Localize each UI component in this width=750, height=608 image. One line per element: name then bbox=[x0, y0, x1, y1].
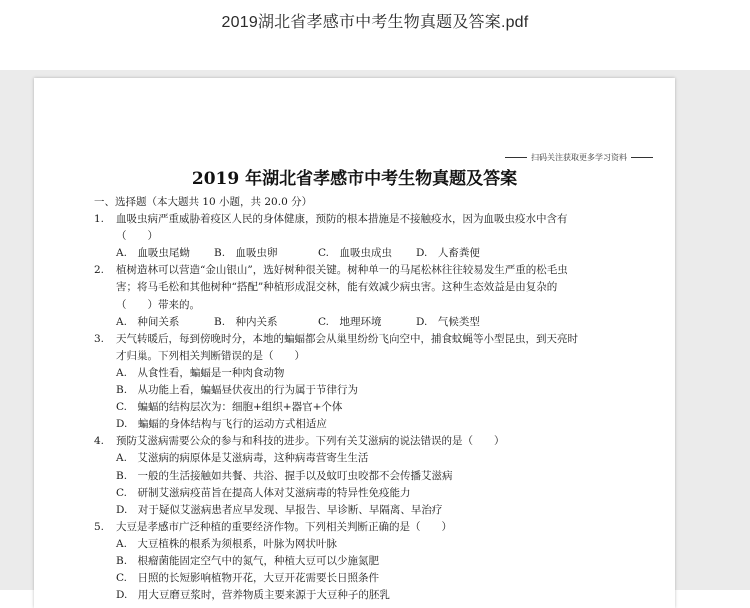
question-text-cont: 害；将马毛松和其他树种“搭配”种植形成混交林，能有效减少病虫害。这种生态效益是由复杂的 bbox=[116, 281, 558, 294]
viewer-titlebar bbox=[0, 0, 750, 70]
option-d: D. 对于疑似艾滋病患者应早发现、早报告、早诊断、早隔离、早治疗 bbox=[116, 503, 443, 516]
option-c: C. 地理环境 bbox=[318, 315, 382, 328]
question-3 bbox=[94, 331, 654, 348]
option-a: A. 种间关系 bbox=[116, 315, 180, 328]
question-number: 5. bbox=[94, 520, 105, 533]
header-rule-left bbox=[505, 157, 527, 158]
question-1 bbox=[94, 211, 654, 228]
option-a: A. 血吸虫尾蚴 bbox=[116, 247, 190, 260]
header-note bbox=[501, 152, 657, 163]
document-title: 2019湖北省孝感市中考生物真题及答案.pdf bbox=[221, 14, 529, 31]
option-b: B. 根瘤菌能固定空气中的氮气，种植大豆可以少施氮肥 bbox=[116, 554, 380, 567]
question-2 bbox=[94, 262, 654, 279]
question-text-cont: （ ） bbox=[116, 230, 158, 243]
question-text-cont: 才归巢。下列相关判断错误的是（ ） bbox=[116, 349, 305, 362]
option-d: D. 用大豆磨豆浆时，营养物质主要来源于大豆种子的胚乳 bbox=[116, 589, 390, 602]
option-d: D. 人畜粪便 bbox=[416, 247, 480, 260]
option-c: C. 日照的长短影响植物开花，大豆开花需要长日照条件 bbox=[116, 572, 379, 585]
option-a: A. 从食性看，蝙蝠是一种肉食动物 bbox=[116, 366, 285, 379]
option-b: B. 从功能上看，蝙蝠昼伏夜出的行为属于节律行为 bbox=[116, 384, 359, 397]
question-text: 天气转暖后，每到傍晚时分，本地的蝙蝠都会从巢里纷纷飞向空中，捕食蚊蝇等小型昆虫，到天亮时 bbox=[116, 332, 578, 345]
section-title: 一、选择题（本大题共 10 小题，共 20.0 分） bbox=[94, 196, 313, 208]
option-b: B. 一般的生活接触如共餐、共浴、握手以及蚊叮虫咬都不会传播艾滋病 bbox=[116, 469, 453, 482]
question-number: 1. bbox=[94, 213, 105, 226]
option-d: D. 气候类型 bbox=[416, 315, 480, 328]
header-rule-right bbox=[631, 157, 653, 158]
options-q2 bbox=[94, 314, 654, 331]
option-b: B. 种内关系 bbox=[214, 315, 278, 328]
option-c: C. 血吸虫成虫 bbox=[318, 247, 392, 260]
header-note-text: 扫码关注获取更多学习资料 bbox=[531, 153, 627, 162]
question-text-cont: （ ）带来的。 bbox=[116, 298, 200, 311]
pdf-page bbox=[34, 78, 675, 608]
question-number: 3. bbox=[94, 332, 105, 345]
exam-title: 2019 年湖北省孝感市中考生物真题及答案 bbox=[191, 169, 518, 189]
question-number: 2. bbox=[94, 264, 105, 277]
option-c: C. 蝙蝠的结构层次为：细胞+组织+器官+个体 bbox=[116, 401, 343, 414]
question-number: 4. bbox=[94, 435, 105, 448]
option-d: D. 蝙蝠的身体结构与飞行的运动方式相适应 bbox=[116, 418, 327, 431]
question-4 bbox=[94, 433, 654, 450]
option-a: A. 艾滋病的病原体是艾滋病毒，这种病毒营寄生生活 bbox=[116, 452, 369, 465]
option-b: B. 血吸虫卵 bbox=[214, 247, 278, 260]
option-c: C. 研制艾滋病疫苗旨在提高人体对艾滋病毒的特异性免疫能力 bbox=[116, 486, 411, 499]
options-q1 bbox=[94, 245, 654, 262]
question-list bbox=[94, 194, 654, 604]
option-a: A. 大豆植株的根系为须根系，叶脉为网状叶脉 bbox=[116, 537, 337, 550]
question-5 bbox=[94, 519, 654, 536]
question-text: 植树造林可以营造“金山银山”，选好树种很关键。树种单一的马尾松林往往较易发生严重的松毛虫 bbox=[116, 264, 568, 277]
question-text: 血吸虫病严重威胁着疫区人民的身体健康，预防的根本措施是不接触疫水，因为血吸虫疫水中含有 bbox=[116, 213, 568, 226]
question-text: 预防艾滋病需要公众的参与和科技的进步。下列有关艾滋病的说法错误的是（ ） bbox=[116, 435, 505, 448]
question-text: 大豆是孝感市广泛种植的重要经济作物。下列相关判断正确的是（ ） bbox=[116, 520, 452, 533]
